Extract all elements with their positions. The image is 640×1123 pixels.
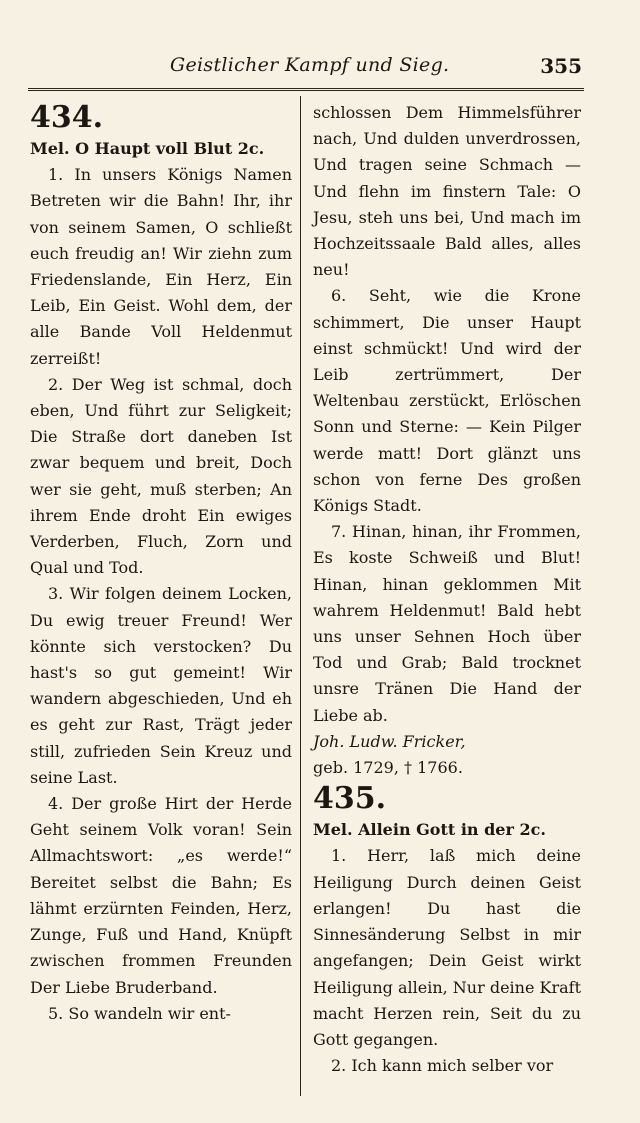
column-divider — [300, 96, 301, 1096]
verse-2: 2. Der Weg ist schmal, doch eben, Und führt zur Seligkeit; Die Straße dort daneben Ist zwar bequem und breit, Doch wer sie geht, muß sterben; An ihrem Ende droht Ein ewiges Verderben, Fluch, Zorn und Qual und Tod. — [30, 374, 292, 578]
hymn-435-verse-1: 1. Herr, laß mich deine Heiligung Durch deinen Geist erlangen! Du hast die Sinnesänderung Selbst in mir angefangen; Dein Geist wirkt Heiligung allein, Nur deine Kraft macht Herzen rein, Seit du zu Gott gegangen. — [313, 846, 582, 1049]
hymn-number-434: 434. — [30, 100, 104, 135]
left-column — [30, 100, 292, 1027]
page-number: 355 — [540, 54, 582, 78]
melody-line: Mel. O Haupt voll Blut 2c. — [30, 139, 265, 158]
verse-4: 4. Der große Hirt der Herde Geht seinem Volk voran! Sein Allmachtswort: „es werde!“ Bereitet selbst die Bahn; Es lähmt erzürnten Feinden, Herz, Zunge, Fuß und Hand, Knüpft zwischen frommen Freunden Der Liebe Bruderband. — [30, 794, 292, 997]
verse-7: 7. Hinan, hinan, ihr Frommen, Es koste Schweiß und Blut! Hinan, hinan geklommen Mit wahrem Heldenmut! Bald hebt uns unser Sehnen Hoch über Tod und Grab; Bald trocknet unsre Tränen Die Hand der Liebe ab. — [313, 522, 581, 725]
verse-6: 6. Seht, wie die Krone schimmert, Die unser Haupt einst schmückt! Und wird der Leib zertrümmert, Der Weltenbau zerstückt, Erlöschen Sonn und Sterne: — Kein Pilger werde matt! Dort glänzt uns schon von ferne Des großen Königs Stadt. — [313, 286, 581, 516]
verse-5-continuation: schlossen Dem Himmelsführer nach, Und dulden unverdrossen, Und tragen seine Schmach — Und flehn im finstern Tale: O Jesu, steh uns bei, Und mach im Hochzeitssaale Bald alles, alles neu! — [313, 103, 581, 280]
right-column — [313, 100, 581, 1079]
verse-5-start: 5. So wandeln wir ent- — [48, 1003, 231, 1023]
running-header-title: Geistlicher Kampf und Sieg. — [170, 54, 450, 76]
author-dates: geb. 1729, † 1766. — [313, 758, 463, 778]
author-name: Joh. Ludw. Fricker, — [313, 731, 466, 751]
verse-3: 3. Wir folgen deinem Locken, Du ewig treuer Freund! Wer könnte sich verstocken? Du hast's so gut gemeint! Wir wandern abgeschieden, Und eh es geht zur Rast, Trägt jeder still, zufrieden Sein Kreuz und seine Last. — [30, 584, 292, 787]
melody-line-435: Mel. Allein Gott in der 2c. — [313, 820, 546, 840]
hymn-435-verse-2-start: 2. Ich kann mich selber vor — [331, 1056, 554, 1076]
verse-1: 1. In unsers Königs Namen Betreten wir die Bahn! Ihr, ihr von seinem Samen, O schließt euch freudig an! Wir ziehn zum Friedenslande, Ein Herz, Ein Leib, Ein Geist. Wohl dem, der alle Bande Voll Heldenmut zerreißt! — [30, 165, 292, 368]
header-rule — [28, 88, 584, 91]
hymn-number-435: 435. — [313, 781, 387, 817]
